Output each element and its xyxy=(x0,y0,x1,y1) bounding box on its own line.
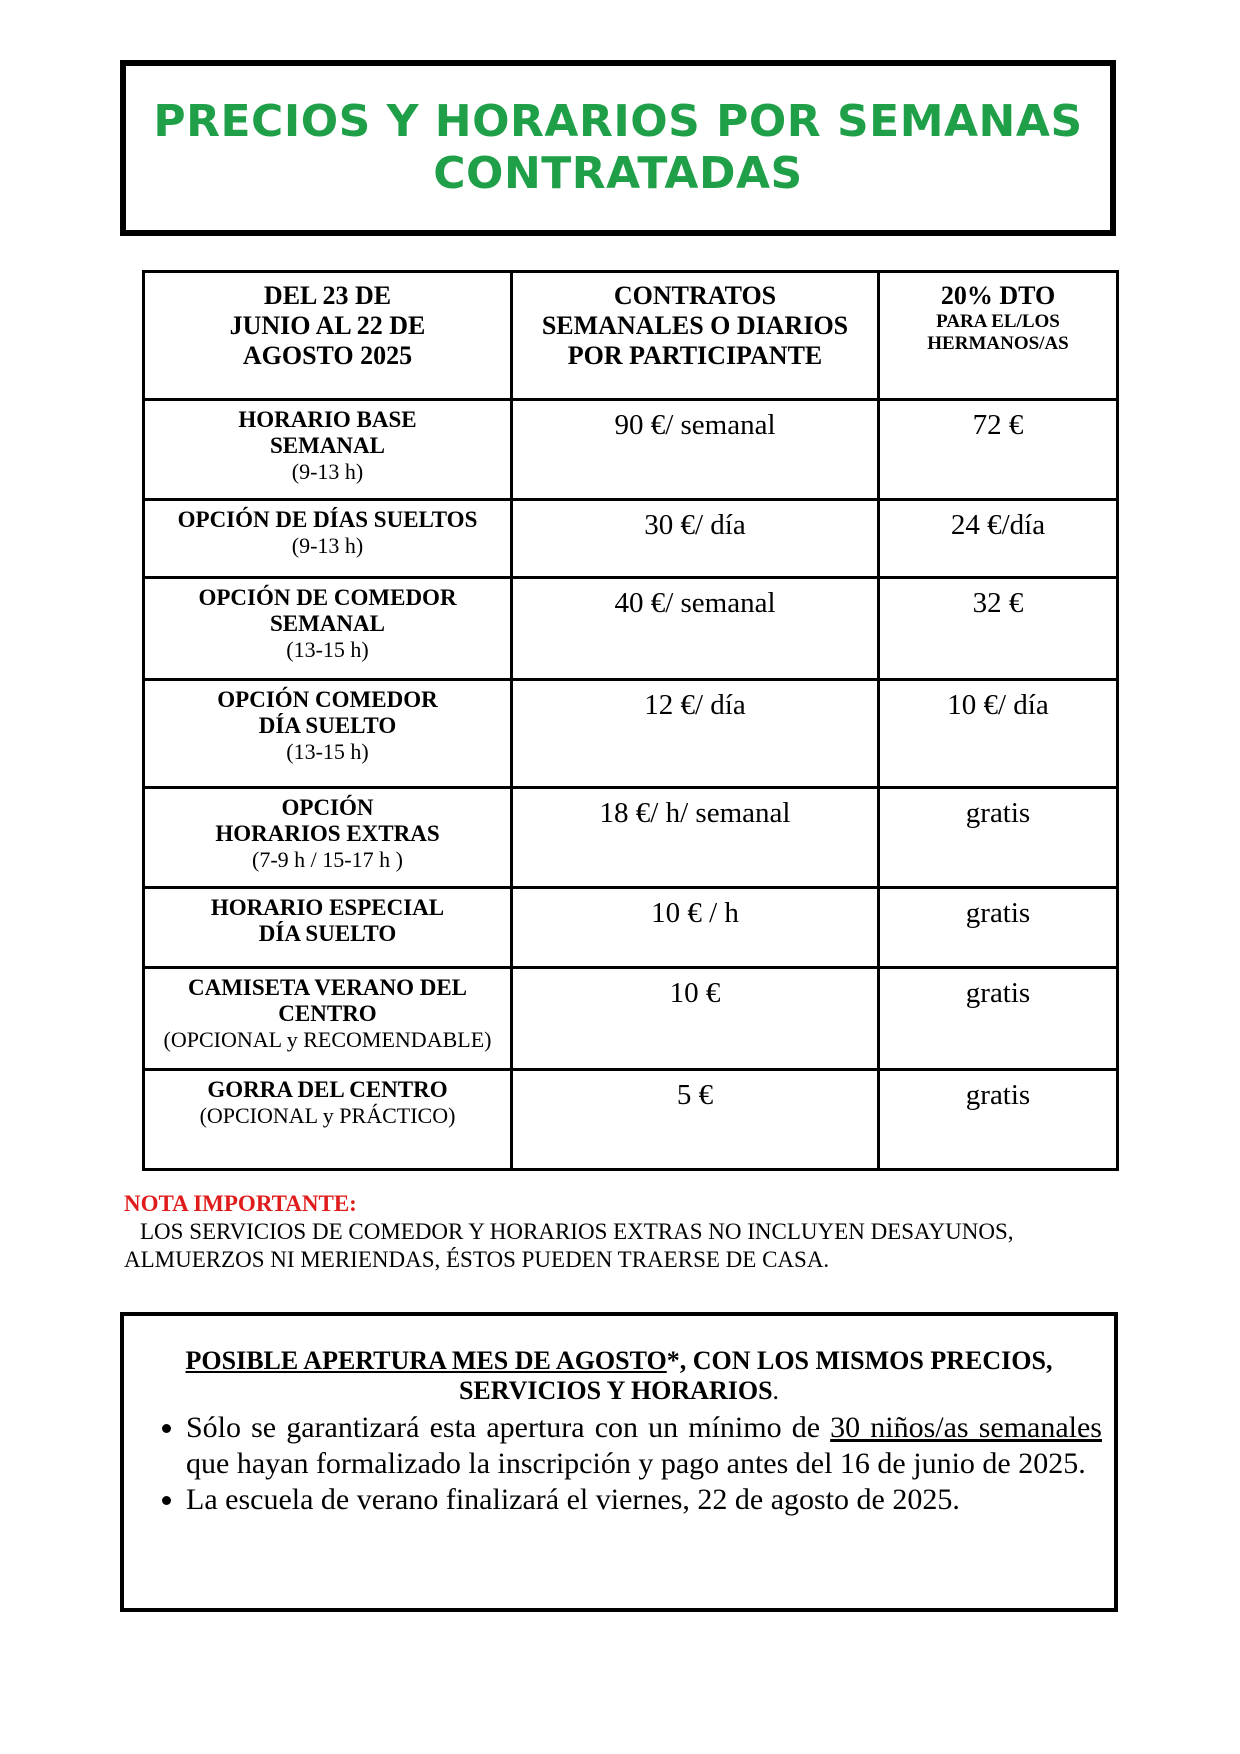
list-item: • Sólo se garantizará esta apertura con un mínimo de 30 niños/as semanales que hayan formalizado la inscripción y pago antes del 16 de junio de 2025. xyxy=(186,1410,1102,1482)
row-discount-cell: gratis xyxy=(879,1070,1118,1170)
august-opening-heading: POSIBLE APERTURA MES DE AGOSTO*, CON LOS MISMOS PRECIOS, SERVICIOS Y HORARIOS. xyxy=(185,1346,1053,1405)
august-opening-box xyxy=(120,1312,1118,1612)
row-price-cell: 18 €/ h/ semanal xyxy=(512,788,879,888)
page-title-line-2: CONTRATADAS xyxy=(433,148,803,199)
table-row xyxy=(144,680,1118,788)
row-label-cell: OPCIÓN HORARIOS EXTRAS (7-9 h / 15-17 h ) xyxy=(144,788,512,888)
row-price-cell: 10 € xyxy=(512,968,879,1070)
row-label-cell: CAMISETA VERANO DEL CENTRO (OPCIONAL y RECOMENDABLE) xyxy=(144,968,512,1070)
table-row xyxy=(144,500,1118,578)
note-title: NOTA IMPORTANTE: xyxy=(124,1191,357,1216)
page-title-line-1: PRECIOS Y HORARIOS POR SEMANAS xyxy=(153,96,1083,147)
table-row xyxy=(144,788,1118,888)
row-discount-cell: 72 € xyxy=(879,400,1118,500)
note-line-1: LOS SERVICIOS DE COMEDOR Y HORARIOS EXTRAS NO INCLUYEN DESAYUNOS, xyxy=(140,1219,1014,1244)
row-price-cell: 12 €/ día xyxy=(512,680,879,788)
august-conditions-list xyxy=(136,1410,1102,1518)
row-label-cell: GORRA DEL CENTRO (OPCIONAL y PRÁCTICO) xyxy=(144,1070,512,1170)
row-price-cell: 90 €/ semanal xyxy=(512,400,879,500)
title-box xyxy=(120,60,1116,236)
row-label-cell: OPCIÓN DE COMEDOR SEMANAL (13-15 h) xyxy=(144,578,512,680)
table-row xyxy=(144,1070,1118,1170)
table-row xyxy=(144,888,1118,968)
row-discount-cell: gratis xyxy=(879,888,1118,968)
row-discount-cell: 10 €/ día xyxy=(879,680,1118,788)
row-label-cell: HORARIO ESPECIAL DÍA SUELTO xyxy=(144,888,512,968)
row-discount-cell: 24 €/día xyxy=(879,500,1118,578)
header-period: DEL 23 DE JUNIO AL 22 DE AGOSTO 2025 xyxy=(144,272,512,400)
row-discount-cell: gratis xyxy=(879,968,1118,1070)
row-label-cell: OPCIÓN DE DÍAS SUELTOS (9-13 h) xyxy=(144,500,512,578)
important-note xyxy=(124,1190,1124,1274)
row-label-cell: OPCIÓN COMEDOR DÍA SUELTO (13-15 h) xyxy=(144,680,512,788)
row-label-cell: HORARIO BASE SEMANAL (9-13 h) xyxy=(144,400,512,500)
note-line-2: ALMUERZOS NI MERIENDAS, ÉSTOS PUEDEN TRAERSE DE CASA. xyxy=(124,1247,830,1272)
row-price-cell: 10 € / h xyxy=(512,888,879,968)
row-discount-cell: 32 € xyxy=(879,578,1118,680)
table-row xyxy=(144,968,1118,1070)
table-row xyxy=(144,578,1118,680)
row-price-cell: 5 € xyxy=(512,1070,879,1170)
list-item: • La escuela de verano finalizará el viernes, 22 de agosto de 2025. xyxy=(186,1482,1102,1518)
header-discount: 20% DTO PARA EL/LOS HERMANOS/AS xyxy=(879,272,1118,400)
row-price-cell: 30 €/ día xyxy=(512,500,879,578)
row-discount-cell: gratis xyxy=(879,788,1118,888)
table-header-row xyxy=(144,272,1118,400)
row-price-cell: 40 €/ semanal xyxy=(512,578,879,680)
price-table xyxy=(142,270,1119,1171)
table-row xyxy=(144,400,1118,500)
header-contracts: CONTRATOS SEMANALES O DIARIOS POR PARTICIPANTE xyxy=(512,272,879,400)
